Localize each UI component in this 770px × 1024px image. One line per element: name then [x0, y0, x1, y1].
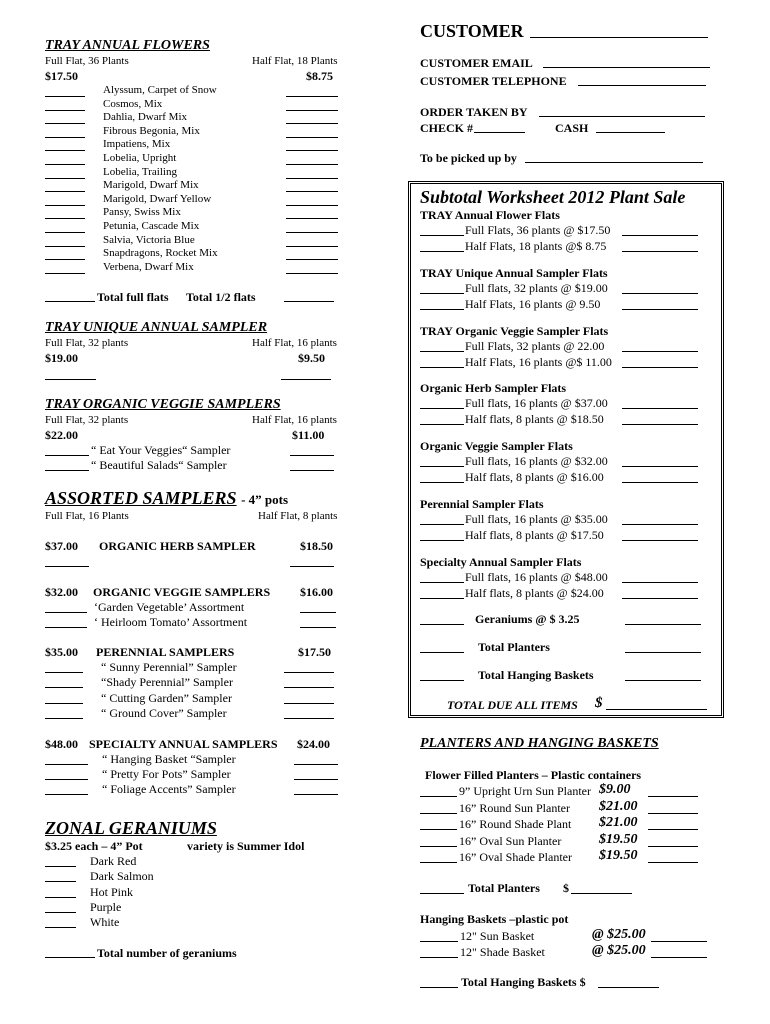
planter-amount-blank[interactable] — [648, 802, 698, 814]
annual-half-qty-blank[interactable] — [286, 235, 338, 247]
worksheet-amount-blank[interactable] — [622, 413, 698, 425]
geraniums-total-label: Total number of geraniums — [97, 946, 237, 960]
planter-qty-blank[interactable] — [420, 785, 457, 797]
worksheet-qty-blank[interactable] — [420, 571, 464, 583]
worksheet-qty-blank[interactable] — [420, 356, 464, 368]
worksheet-line-label: Full Flats, 36 plants @ $17.50 — [465, 223, 611, 237]
annual-half-qty-blank[interactable] — [286, 262, 338, 274]
tray-unique-half-price: $9.50 — [298, 351, 325, 365]
annual-half-qty-blank[interactable] — [286, 153, 338, 165]
annual-half-qty-blank[interactable] — [286, 112, 338, 124]
specialty-sampler-name: SPECIALTY ANNUAL SAMPLERS — [89, 737, 278, 751]
cash-field[interactable] — [596, 121, 665, 133]
planter-name: 16” Round Sun Planter — [459, 800, 570, 815]
total-full-flats-label: Total full flats — [97, 290, 169, 304]
planters-subtitle: Flower Filled Planters – Plastic containers — [425, 768, 642, 782]
worksheet-amount-blank[interactable] — [622, 455, 698, 467]
veggie-assortment-item: ‘ Heirloom Tomato’ Assortment — [94, 615, 248, 629]
geranium-color-item: Dark Red — [90, 854, 137, 868]
worksheet-amount-blank[interactable] — [622, 356, 698, 368]
worksheet-amount-blank[interactable] — [622, 282, 698, 294]
annual-full-qty-blank[interactable] — [45, 153, 85, 165]
planter-price: $21.00 — [599, 815, 638, 830]
order-taken-field[interactable] — [539, 105, 705, 117]
geranium-qty-blank[interactable] — [45, 886, 76, 898]
planter-name: 9” Upright Urn Sun Planter — [459, 784, 591, 798]
tray-veggie-full-price: $22.00 — [45, 428, 78, 442]
annual-flower-item: Lobelia, Trailing — [103, 165, 177, 178]
planter-price: $21.00 — [599, 798, 638, 814]
annual-flower-item: Marigold, Dwarf Mix — [103, 179, 199, 192]
veggie-eat-full-blank[interactable] — [45, 444, 89, 456]
basket-price: @ $25.00 — [592, 927, 646, 942]
perennial-full-blank[interactable] — [45, 661, 83, 673]
annual-half-qty-blank[interactable] — [286, 99, 338, 111]
annual-full-qty-blank[interactable] — [45, 85, 85, 97]
worksheet-qty-blank[interactable] — [420, 298, 464, 310]
tray-annual-full-price: $17.50 — [45, 69, 78, 83]
specialty-full-blank[interactable] — [45, 753, 88, 765]
check-label: CHECK # — [420, 121, 474, 135]
basket-name: 12" Shade Basket — [460, 945, 545, 959]
tray-annual-full-label: Full Flat, 36 Plants — [45, 55, 129, 67]
worksheet-amount-blank[interactable] — [622, 529, 698, 541]
planter-name: 16” Oval Shade Planter — [459, 850, 572, 864]
ws-geraniums-amount[interactable] — [625, 613, 701, 625]
annual-full-qty-blank[interactable] — [45, 221, 85, 233]
order-taken-label: ORDER TAKEN BY — [420, 105, 528, 119]
planter-qty-blank[interactable] — [420, 802, 457, 814]
annual-flower-item: Impatiens, Mix — [103, 138, 171, 151]
specialty-full-blank[interactable] — [45, 783, 88, 795]
specialty-half-blank[interactable] — [294, 753, 338, 765]
geranium-qty-blank[interactable] — [45, 916, 76, 928]
annual-flower-item: Pansy, Swiss Mix — [103, 206, 181, 219]
geranium-qty-blank[interactable] — [45, 870, 76, 882]
planters-total-qty[interactable] — [420, 882, 464, 894]
ws-planters-label: Total Planters — [478, 640, 550, 654]
specialty-item: “ Hanging Basket “Sampler — [102, 752, 236, 766]
worksheet-qty-blank[interactable] — [420, 513, 464, 525]
annual-flower-item: Marigold, Dwarf Yellow — [103, 192, 212, 205]
planters-total-label: Total Planters — [468, 881, 540, 895]
assorted-veggie-full-price: $32.00 — [45, 585, 78, 599]
veggie-salads-full-blank[interactable] — [45, 459, 89, 471]
specialty-half-blank[interactable] — [294, 783, 338, 795]
planters-total-field[interactable] — [571, 882, 632, 894]
annual-flower-item: Alyssum, Carpet of Snow — [103, 84, 217, 96]
worksheet-amount-blank[interactable] — [622, 240, 698, 252]
pickup-label: To be picked up by — [420, 151, 517, 165]
tray-veggie-title: TRAY ORGANIC VEGGIE SAMPLERS — [45, 397, 281, 412]
herb-sampler-name: ORGANIC HERB SAMPLER — [99, 539, 256, 553]
worksheet-line-label: Half flats, 8 plants @ $18.50 — [465, 411, 604, 426]
ws-total-label: TOTAL DUE ALL ITEMS — [447, 698, 578, 712]
ws-planters-amount[interactable] — [625, 641, 701, 653]
planter-amount-blank[interactable] — [648, 851, 698, 863]
specialty-half-blank[interactable] — [294, 768, 338, 780]
customer-email-field[interactable] — [543, 56, 710, 68]
worksheet-title: Subtotal Worksheet 2012 Plant Sale — [420, 187, 686, 207]
planter-amount-blank[interactable] — [648, 818, 698, 830]
planter-name: 16” Round Shade Plant — [459, 817, 572, 831]
assorted-veggie-name: ORGANIC VEGGIE SAMPLERS — [93, 585, 271, 599]
tray-annual-half-price: $8.75 — [306, 69, 333, 83]
geraniums-variety: variety is Summer Idol — [187, 839, 305, 853]
worksheet-line-label: Full flats, 16 plants @ $37.00 — [465, 396, 608, 410]
annual-half-qty-blank[interactable] — [286, 139, 338, 151]
basket-name: 12" Sun Basket — [460, 929, 535, 943]
specialty-full-price: $48.00 — [45, 737, 78, 751]
worksheet-group-heading: TRAY Organic Veggie Sampler Flats — [420, 324, 609, 338]
worksheet-group-heading: Organic Veggie Sampler Flats — [420, 439, 573, 453]
total-half-flats-label: Total 1/2 flats — [186, 290, 256, 304]
assorted-veggie-half-price: $16.00 — [300, 585, 333, 599]
assorted-full-label: Full Flat, 16 Plants — [45, 510, 129, 522]
veggie-item-label: “ Beautiful Salads“ Sampler — [91, 458, 227, 472]
baskets-total-qty[interactable] — [420, 976, 458, 988]
worksheet-amount-blank[interactable] — [622, 587, 698, 599]
perennial-half-price: $17.50 — [298, 645, 331, 659]
assorted-half-label: Half Flat, 8 plants — [258, 510, 338, 522]
worksheet-line-label: Full flats, 16 plants @ $32.00 — [465, 454, 608, 468]
annual-half-qty-blank[interactable] — [286, 194, 338, 206]
specialty-item: “ Foliage Accents” Sampler — [102, 782, 236, 796]
veggie-full-blank[interactable] — [45, 616, 87, 628]
tray-unique-full-label: Full Flat, 32 plants — [45, 337, 129, 349]
tray-unique-full-blank[interactable] — [45, 368, 96, 380]
planter-qty-blank[interactable] — [420, 818, 457, 830]
worksheet-line-label: Half Flats, 16 plants @ 9.50 — [465, 296, 601, 311]
planter-qty-blank[interactable] — [420, 835, 457, 847]
planter-price: $19.50 — [599, 831, 638, 847]
geranium-color-item: Purple — [90, 899, 122, 914]
annual-flower-item: Fibrous Begonia, Mix — [103, 124, 200, 137]
planter-amount-blank[interactable] — [648, 785, 698, 797]
perennial-item: “ Ground Cover” Sampler — [101, 705, 227, 720]
tray-veggie-half-price: $11.00 — [292, 428, 325, 442]
worksheet-line-label: Full flats, 16 plants @ $48.00 — [465, 570, 608, 584]
annual-full-qty-blank[interactable] — [45, 194, 85, 206]
perennial-full-blank[interactable] — [45, 676, 83, 688]
tray-unique-full-price: $19.00 — [45, 351, 78, 365]
worksheet-qty-blank[interactable] — [420, 587, 464, 599]
perennial-half-blank[interactable] — [284, 661, 334, 673]
customer-phone-field[interactable] — [578, 74, 706, 86]
pickup-field[interactable] — [525, 151, 703, 163]
planter-name: 16” Oval Sun Planter — [459, 833, 562, 848]
specialty-half-price: $24.00 — [297, 737, 330, 751]
worksheet-group-heading: TRAY Unique Annual Sampler Flats — [420, 266, 608, 280]
planter-price: $19.50 — [599, 848, 638, 863]
worksheet-qty-blank[interactable] — [420, 455, 464, 467]
total-half-flats-blank[interactable] — [284, 290, 334, 302]
planter-qty-blank[interactable] — [420, 851, 457, 863]
baskets-title: Hanging Baskets –plastic pot — [420, 912, 569, 926]
perennial-full-blank[interactable] — [45, 692, 83, 704]
worksheet-amount-blank[interactable] — [622, 298, 698, 310]
annual-half-qty-blank[interactable] — [286, 85, 338, 97]
annual-half-qty-blank[interactable] — [286, 126, 338, 138]
perennial-item: “Shady Perennial” Sampler — [101, 675, 233, 690]
perennial-full-blank[interactable] — [45, 707, 83, 719]
annual-full-qty-blank[interactable] — [45, 99, 85, 111]
worksheet-qty-blank[interactable] — [420, 240, 464, 252]
worksheet-group-heading: Organic Herb Sampler Flats — [420, 381, 567, 395]
worksheet-line-label: Full flats, 16 plants @ $35.00 — [465, 512, 608, 526]
annual-flower-item: Cosmos, Mix — [103, 97, 163, 110]
perennial-item: “ Sunny Perennial” Sampler — [101, 660, 237, 674]
annual-full-qty-blank[interactable] — [45, 112, 85, 124]
annual-flower-item: Lobelia, Upright — [103, 152, 177, 164]
ws-geraniums-label: Geraniums @ $ 3.25 — [475, 612, 580, 626]
annual-full-qty-blank[interactable] — [45, 235, 85, 247]
cash-label: CASH — [555, 121, 589, 135]
geranium-color-item: Hot Pink — [90, 884, 134, 899]
worksheet-amount-blank[interactable] — [622, 224, 698, 236]
perennial-item: “ Cutting Garden” Sampler — [101, 690, 232, 705]
worksheet-line-label: Half flats, 8 plants @ $16.00 — [465, 469, 604, 484]
worksheet-qty-blank[interactable] — [420, 397, 464, 409]
geraniums-total-blank[interactable] — [45, 946, 95, 958]
herb-full-blank[interactable] — [45, 555, 89, 567]
specialty-item: “ Pretty For Pots” Sampler — [102, 767, 231, 781]
geranium-color-item: White — [90, 915, 120, 930]
geraniums-price: $3.25 each – 4” Pot — [45, 839, 143, 853]
planter-amount-blank[interactable] — [648, 835, 698, 847]
assorted-suffix: - 4” pots — [241, 492, 289, 507]
veggie-item-label: “ Eat Your Veggies“ Sampler — [91, 443, 231, 457]
assorted-heading — [45, 488, 288, 510]
geranium-qty-blank[interactable] — [45, 855, 76, 867]
annual-full-qty-blank[interactable] — [45, 167, 85, 179]
ws-geraniums-qty[interactable] — [420, 613, 464, 625]
annual-half-qty-blank[interactable] — [286, 248, 338, 260]
worksheet-amount-blank[interactable] — [622, 571, 698, 583]
planter-price: $9.00 — [599, 782, 631, 797]
worksheet-amount-blank[interactable] — [622, 340, 698, 352]
ws-baskets-label: Total Hanging Baskets — [478, 668, 594, 682]
annual-full-qty-blank[interactable] — [45, 262, 85, 274]
customer-title: CUSTOMER — [420, 21, 524, 41]
tray-unique-half-blank[interactable] — [281, 368, 331, 380]
annual-full-qty-blank[interactable] — [45, 180, 85, 192]
worksheet-amount-blank[interactable] — [622, 397, 698, 409]
basket-qty-blank[interactable] — [420, 930, 458, 942]
basket-amount-blank[interactable] — [651, 946, 707, 958]
worksheet-amount-blank[interactable] — [622, 471, 698, 483]
worksheet-line-label: Half Flats, 16 plants @$ 11.00 — [465, 354, 612, 369]
annual-full-qty-blank[interactable] — [45, 248, 85, 260]
worksheet-qty-blank[interactable] — [420, 282, 464, 294]
tray-annual-half-label: Half Flat, 18 Plants — [252, 55, 338, 67]
tray-veggie-half-label: Half Flat, 16 plants — [252, 414, 337, 426]
ws-baskets-qty[interactable] — [420, 669, 464, 681]
geranium-qty-blank[interactable] — [45, 901, 76, 913]
worksheet-group-heading: Perennial Sampler Flats — [420, 497, 544, 511]
baskets-total-field[interactable] — [598, 976, 659, 988]
ws-planters-qty[interactable] — [420, 641, 464, 653]
geranium-color-item: Dark Salmon — [90, 869, 154, 884]
ws-baskets-amount[interactable] — [625, 669, 701, 681]
planters-title: PLANTERS AND HANGING BASKETS — [420, 736, 659, 751]
veggie-salads-half-blank[interactable] — [290, 459, 334, 471]
tray-annual-title: TRAY ANNUAL FLOWERS — [45, 38, 210, 53]
geraniums-title: ZONAL GERANIUMS — [45, 818, 217, 838]
ws-total-field[interactable] — [606, 698, 707, 710]
annual-half-qty-blank[interactable] — [286, 167, 338, 179]
veggie-half-blank[interactable] — [300, 616, 336, 628]
worksheet-line-label: Full flats, 32 plants @ $19.00 — [465, 281, 608, 295]
worksheet-amount-blank[interactable] — [622, 513, 698, 525]
tray-veggie-full-label: Full Flat, 32 plants — [45, 414, 129, 426]
worksheet-qty-blank[interactable] — [420, 413, 464, 425]
worksheet-qty-blank[interactable] — [420, 471, 464, 483]
annual-half-qty-blank[interactable] — [286, 207, 338, 219]
basket-price: @ $25.00 — [592, 943, 646, 958]
annual-full-qty-blank[interactable] — [45, 126, 85, 138]
annual-full-qty-blank[interactable] — [45, 207, 85, 219]
basket-qty-blank[interactable] — [420, 946, 458, 958]
annual-flower-item: Petunia, Cascade Mix — [103, 220, 200, 232]
worksheet-qty-blank[interactable] — [420, 224, 464, 236]
annual-flower-item: Dahlia, Dwarf Mix — [103, 111, 188, 124]
perennial-half-blank[interactable] — [284, 707, 334, 719]
worksheet-qty-blank[interactable] — [420, 529, 464, 541]
worksheet-qty-blank[interactable] — [420, 340, 464, 352]
assorted-title: ASSORTED SAMPLERS — [45, 488, 237, 508]
tray-unique-half-label: Half Flat, 16 plants — [252, 337, 337, 349]
veggie-assortment-item: ‘Garden Vegetable’ Assortment — [94, 600, 245, 614]
customer-phone-label: CUSTOMER TELEPHONE — [420, 74, 567, 88]
basket-amount-blank[interactable] — [651, 930, 707, 942]
annual-flower-item: Snapdragons, Rocket Mix — [103, 247, 218, 260]
ws-total-dollar: $ — [595, 695, 603, 711]
annual-flower-item: Verbena, Dwarf Mix — [103, 260, 194, 273]
total-full-flats-blank[interactable] — [45, 290, 95, 302]
perennial-half-blank[interactable] — [284, 676, 334, 688]
check-number-field[interactable] — [474, 121, 525, 133]
herb-half-price: $18.50 — [300, 539, 333, 553]
veggie-half-blank[interactable] — [300, 601, 336, 613]
worksheet-line-label: Half flats, 8 plants @ $24.00 — [465, 585, 604, 600]
specialty-full-blank[interactable] — [45, 768, 88, 780]
annual-half-qty-blank[interactable] — [286, 180, 338, 192]
baskets-total-label: Total Hanging Baskets $ — [461, 975, 586, 989]
annual-full-qty-blank[interactable] — [45, 139, 85, 151]
tray-unique-title: TRAY UNIQUE ANNUAL SAMPLER — [45, 320, 268, 335]
herb-full-price: $37.00 — [45, 539, 78, 553]
perennial-full-price: $35.00 — [45, 645, 78, 659]
planters-total-dollar: $ — [563, 881, 569, 895]
worksheet-line-label: Full Flats, 32 plants @ 22.00 — [465, 339, 605, 353]
herb-half-blank[interactable] — [290, 555, 334, 567]
annual-half-qty-blank[interactable] — [286, 221, 338, 233]
customer-email-label: CUSTOMER EMAIL — [420, 56, 533, 70]
worksheet-line-label: Half Flats, 18 plants @$ 8.75 — [465, 238, 607, 253]
perennial-sampler-name: PERENNIAL SAMPLERS — [96, 645, 235, 659]
worksheet-group-heading: Specialty Annual Sampler Flats — [420, 555, 582, 569]
worksheet-line-label: Half flats, 8 plants @ $17.50 — [465, 527, 604, 542]
customer-name-field[interactable] — [530, 26, 708, 38]
veggie-eat-half-blank[interactable] — [290, 444, 334, 456]
perennial-half-blank[interactable] — [284, 692, 334, 704]
veggie-full-blank[interactable] — [45, 601, 87, 613]
annual-flower-item: Salvia, Victoria Blue — [103, 233, 195, 246]
worksheet-group-heading: TRAY Annual Flower Flats — [420, 208, 560, 222]
